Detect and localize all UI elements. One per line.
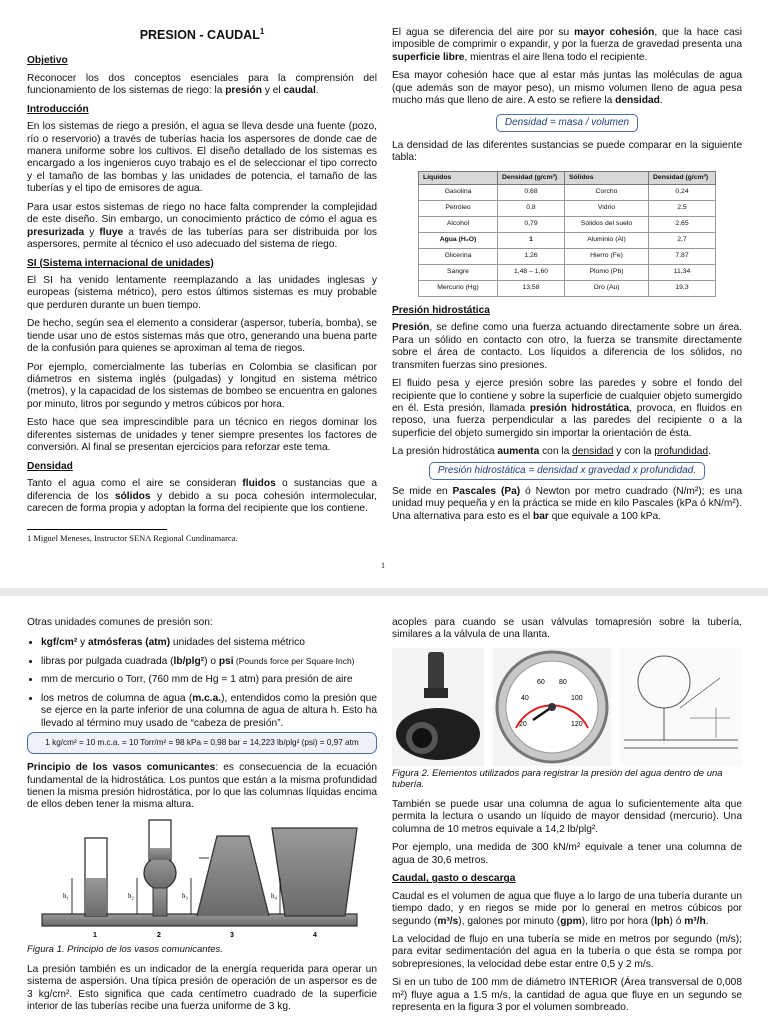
columna-agua-paragraph: También se puede usar una columna de agua lo suficientemente alta que permita la lectura o usando un líquido de mayor densidad (mercurio). Una columna de 10 metros equivale a 14,2 lb/plg². (392, 799, 742, 835)
vasos-comunicantes-figure (27, 818, 377, 938)
fig1-label: h₂ (128, 891, 134, 900)
page-number: 1 (381, 561, 385, 570)
table-header: Densidad (g/cm³) (498, 171, 565, 184)
table-cell: 0,79 (498, 216, 565, 232)
vessel-3 (197, 836, 269, 916)
tabla-intro: La densidad de las diferentes sustancias se puede comparar en la siguiente tabla: (392, 139, 742, 164)
table-header: Líquidos (419, 171, 498, 184)
table-cell: Agua (H₂O) (419, 232, 498, 248)
gauge-tick: 120 (571, 720, 583, 728)
list-item: • mm de mercurio o Torr, (760 mm de Hg = 1 atm) para presión de aire (41, 674, 377, 686)
table-cell: Plomo (Pb) (565, 264, 649, 280)
conversion-equation: 1 kg/cm² = 10 m.c.a. = 10 Torr/m² = 98 kPa = 0,98 bar = 14,223 lb/plg² (psi) = 0,97 atm (27, 732, 377, 754)
gauge-tick: 80 (559, 678, 567, 686)
gauge-tick: 100 (571, 694, 583, 702)
vessel-2-stem (153, 888, 167, 916)
fig1-label: 3 (230, 931, 234, 938)
unidades-list (27, 637, 377, 730)
densidad-heading: Densidad (27, 460, 73, 472)
table-cell: 1 (498, 232, 565, 248)
si-p2: De hecho, según sea el elemento a considerar (aspersor, tubería, bomba), se tiende usar uno de estos sistemas más que otro, generando una buena parte de la confusión para quienes se aproximan al tema de riegos. (27, 318, 377, 355)
objetivo-text: Reconocer los dos conceptos esenciales para la comprensión del funcionamiento de los sistemas de riego: la presión y el caudal. (27, 72, 377, 97)
table-cell: 7,87 (649, 248, 716, 264)
table-cell: Gasolina (419, 184, 498, 200)
gauge-tick: 40 (521, 694, 529, 702)
table-row (419, 264, 716, 280)
table-cell: 13,58 (498, 280, 565, 296)
formula-densidad-wrap (392, 114, 742, 132)
objetivo-heading: Objetivo (27, 55, 68, 67)
table-cell: Mercurio (Hg) (419, 280, 498, 296)
table-cell: 2,5 (649, 200, 716, 216)
introduccion-heading: Introducción (27, 103, 89, 115)
page1-left-column (27, 27, 377, 544)
table-header: Densidad (g/cm³) (649, 171, 716, 184)
table-cell: 0,24 (649, 184, 716, 200)
introduccion-p1: En los sistemas de riego a presión, el agua se lleva desde una fuente (pozo, río o reservorio) a través de tuberías hacia los aspersores de donde cae de manera uniforme sobre los cultivos. El diseño detallado de los sistemas es encargado a los ingenieros cuyo trabajo es el de seleccionar el tipo correcto y el tamaño de las bombas y las unidades de potencia, el tamaño de las tuberías y el tipo de emisores de agua. (27, 121, 377, 195)
hidrostatica-p4: Se mide en Pascales (Pa) ó Newton por metro cuadrado (N/m²); es una unidad muy pequeña y en la práctica se mide en kilo Pascales (kPa ó kN/m²). Una alternativa para esto es el bar que equivale a 100 kPa. (392, 485, 742, 522)
gauge-diagram-image (620, 648, 742, 766)
figure-2-images (392, 648, 742, 766)
gauge-tick: 20 (519, 720, 527, 728)
densidad-intro-paragraph: Esa mayor cohesión hace que al estar más juntas las moléculas de agua (que además son de mayor peso), un mismo volumen lleno de agua pesa mucho más que lleno de aire. A esto se refiere la densidad. (392, 70, 742, 107)
caudal-p2: La velocidad de flujo en una tubería se mide en metros por segundo (m/s); para evitar sedimentación del agua en la tubería o que ésta se rompa por sobrepresiones, la velocidad debe estar entre 0,5 y 2 m/s. (392, 933, 742, 970)
list-item: • los metros de columna de agua (m.c.a.), entendidos como la presión que se ejerce en la parte inferior de una columna de agua de altura h. Esto ha llevado al término muy usado de “cabeza de presión”. (41, 693, 377, 730)
list-item: • libras por pulgada cuadrada (lb/plg²) o psi (Pounds force per Square Inch) (41, 656, 377, 668)
vessel-1-water (86, 878, 106, 916)
si-p3: Por ejemplo, comercialmente las tuberías en Colombia se clasifican por diámetros en sistema inglés (pulgadas) y longitud en sistema métrico (metros), y la capacidad de los sistemas de bombeo se encuentra en galones por minuto, litros por segundo y metros cúbicos por hora. (27, 361, 377, 410)
table-header-row (419, 171, 716, 184)
hidrostatica-heading: Presión hidrostática (392, 304, 490, 316)
acoples-paragraph: acoples para cuando se usan válvulas tomapresión sobre la tubería, similares a la válvula de una llanta. (392, 617, 742, 641)
table-cell: Sangre (419, 264, 498, 280)
introduccion-p2: Para usar estos sistemas de riego no hace falta comprender la complejidad de este diseño. Sin embargo, un conocimiento práctico de cómo el agua es presurizada y fluye a través de las tuberías para ser distribuida por los aspersores, permite al técnico el uso adecuado del sistema de riego. (27, 201, 377, 251)
caudal-p3: Si en un tubo de 100 mm de diámetro INTERIOR (Área transversal de 0,008 m²) fluye agua a 1.5 m/s, la cantidad de agua que fluye en un segundo se representa en la figura 3 por el volumen sombreado. (392, 977, 742, 1014)
valve-fitting-image (392, 648, 484, 766)
page1-right-column (392, 27, 742, 529)
fig1-label: 2 (157, 931, 161, 938)
page2-left-column (27, 617, 377, 1020)
table-cell: Aluminio (Al) (565, 232, 649, 248)
caudal-p1: Caudal es el volumen de agua que fluye a lo largo de una tubería durante un tiempo dado, y en riegos se mide por lo general en metros cúbicos por segundo (m³/s), galones por minuto (gpm), litro por hora (lph) ó m³/h. (392, 890, 742, 927)
si-p4: Esto hace que sea imprescindible para un técnico en riegos dominar los diferentes sistemas de unidades y tener siempre presentes los factores de conversión. Al final se presentan ejercicios para reforzar este tema. (27, 417, 377, 454)
table-cell: 1,26 (498, 248, 565, 264)
vessel-4 (272, 828, 357, 916)
table-cell: 0,68 (498, 184, 565, 200)
densidad-p1: Tanto el agua como el aire se consideran fluidos o sustancias que a diferencia de los sólidos y debido a su poca cohesión intermolecular, carecen de forma propia y adoptan la forma del recipiente que los contiene. (27, 478, 377, 514)
document-title: PRESION - CAUDAL$^1$ (139, 27, 265, 43)
table-cell: Sólidos del suelo (565, 216, 649, 232)
figure-2-caption: Figura 2. Elementos utilizados para registrar la presión del agua dentro de una tubería. (392, 767, 723, 791)
vessel-2-bulb (144, 857, 176, 889)
footnote-rule (27, 529, 167, 530)
table-cell: Petróleo (419, 200, 498, 216)
formula-hidrostatica: Presión hidrostática = densidad x gravedad x profundidad. (429, 462, 705, 480)
table-cell: Glicerina (419, 248, 498, 264)
pressure-gauge-image (493, 648, 611, 766)
table-cell: Oro (Au) (565, 280, 649, 296)
ejemplo-paragraph: Por ejemplo, una medida de 300 kN/m² equivale a tener una columna de agua de 30,6 metros. (392, 842, 742, 866)
table-cell: 1,48 – 1,60 (498, 264, 565, 280)
fig1-label: h₄ (271, 891, 277, 900)
page-2 (0, 596, 768, 1024)
table-row (419, 248, 716, 264)
table-cell: 0,8 (498, 200, 565, 216)
list-item: • kgf/cm² y atmósferas (atm) unidades del sistema métrico (41, 637, 377, 649)
hidrostatica-p1: Presión, se define como una fuerza actuando directamente sobre un área. Para un sólido en contacto con otro, la fuerza se transmite directamente sobre el área de contacto. Los líquidos a diferencia de los sólidos, no transmiten fuerzas sino presiones. (392, 322, 742, 371)
table-cell: Alcohol (419, 216, 498, 232)
fig1-label: h₁ (63, 891, 69, 900)
figure-1-caption: Figura 1. Principio de los vasos comunicantes. (27, 944, 223, 956)
caudal-heading: Caudal, gasto o descarga (392, 873, 516, 885)
si-p1: El SI ha venido lentamente reemplazando a las unidades inglesas y europeas (sistema métrico), pero estos últimos sistemas es muy probable que perduren durante un buen tiempo. (27, 274, 377, 311)
cohesion-paragraph: El agua se diferencia del aire por su mayor cohesión, que la hace casi imposible de comprimir o expandir, y por la fuerza de gravedad presenta una superficie libre, mientras el aire llena todo el recipiente. (392, 27, 742, 63)
table-cell: Corcho (565, 184, 649, 200)
formula-hidro-wrap (392, 462, 742, 480)
hidrostatica-p2: El fluido pesa y ejerce presión sobre las paredes y sobre el fondo del recipiente que lo contiene y sobre la superficie de cualquier objeto sumergido en él. Esta presión, llamada presión hidrostática, provoca, en fluidos en reposo, una fuerza perpendicular a las paredes del recipiente o a la superficie del objeto sumergido sin importar la orientación de ésta. (392, 378, 742, 439)
page-separator (0, 588, 768, 596)
unidades-intro: Otras unidades comunes de presión son: (27, 617, 213, 628)
table-cell: 11,34 (649, 264, 716, 280)
footnote: 1 Miguel Meneses, Instructor SENA Regional Cundinamarca. (27, 533, 238, 544)
page2-right-column (392, 617, 742, 1021)
vessel-2-water (150, 848, 170, 860)
density-table (418, 171, 716, 297)
table-cell: Vidrio (565, 200, 649, 216)
table-row (419, 216, 716, 232)
table-cell: 19,3 (649, 280, 716, 296)
table-cell: 2,65 (649, 216, 716, 232)
table-row (419, 232, 716, 248)
table-cell: Hierro (Fe) (565, 248, 649, 264)
formula-densidad: Densidad = masa / volumen (496, 114, 638, 132)
hidrostatica-p3: La presión hidrostática aumenta con la densidad y con la profundidad. (392, 446, 711, 458)
presion-energia-paragraph: La presión también es un indicador de la energía requerida para operar un sistema de aspersión. Una típica presión de operación de un aspersor es de 3 kg/cm². Esto significa que cada centímetro cuadrado de la superficie interior de las tuberías recibe una fuerza uniforme de 3 kg. (27, 963, 377, 1013)
fig1-label: 4 (313, 931, 317, 938)
vasos-paragraph: Principio de los vasos comunicantes: es consecuencia de la ecuación fundamental de la hidrostática. Los puntos que están a la misma profundidad tienen la misma presión hidrostática, por lo que las columnas líquidas encima de ellos deben tener la misma altura. (27, 762, 377, 811)
table-row (419, 280, 716, 296)
fig1-label: 1 (93, 931, 97, 938)
table-row (419, 184, 716, 200)
table-row (419, 200, 716, 216)
fig1-label: h₃ (182, 891, 188, 900)
gauge-tick: 60 (537, 678, 545, 686)
table-header: Sólidos (565, 171, 649, 184)
table-cell: 2,7 (649, 232, 716, 248)
si-heading: SI (Sistema internacional de unidades) (27, 257, 214, 269)
